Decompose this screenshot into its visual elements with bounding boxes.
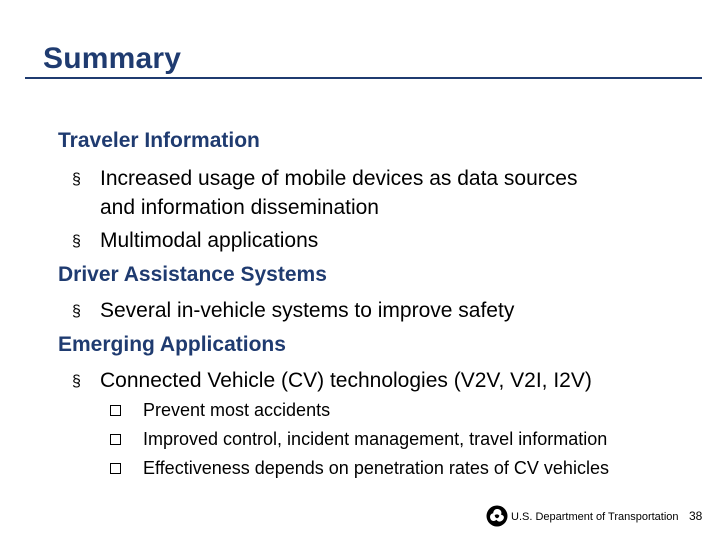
section-heading: Emerging Applications [58,333,286,356]
section-heading: Traveler Information [58,129,260,152]
footer-organization: U.S. Department of Transportation [511,511,679,523]
bullet-marker: § [72,233,81,250]
checkbox-bullet-icon [110,434,121,445]
bullet-text: Connected Vehicle (CV) technologies (V2V, V2I, I2V) [100,369,592,392]
title-divider [25,77,702,79]
slide-title: Summary [43,42,182,75]
bullet-marker: § [72,303,81,320]
bullet-marker: § [72,171,81,188]
section-heading: Driver Assistance Systems [58,263,327,286]
sub-bullet-text: Effectiveness depends on penetration rates of CV vehicles [143,458,609,478]
dot-triskelion-icon [486,505,508,527]
bullet-text: Multimodal applications [100,229,319,252]
bullet-marker: § [72,373,81,390]
bullet-text: Several in-vehicle systems to improve safety [100,299,515,322]
bullet-text: Increased usage of mobile devices as data sources [100,167,578,190]
checkbox-bullet-icon [110,463,121,474]
sub-bullet-text: Improved control, incident management, travel information [143,429,608,449]
checkbox-bullet-icon [110,405,121,416]
bullet-text: and information dissemination [100,196,379,219]
page-number: 38 [689,509,703,523]
sub-bullet-text: Prevent most accidents [143,400,331,420]
